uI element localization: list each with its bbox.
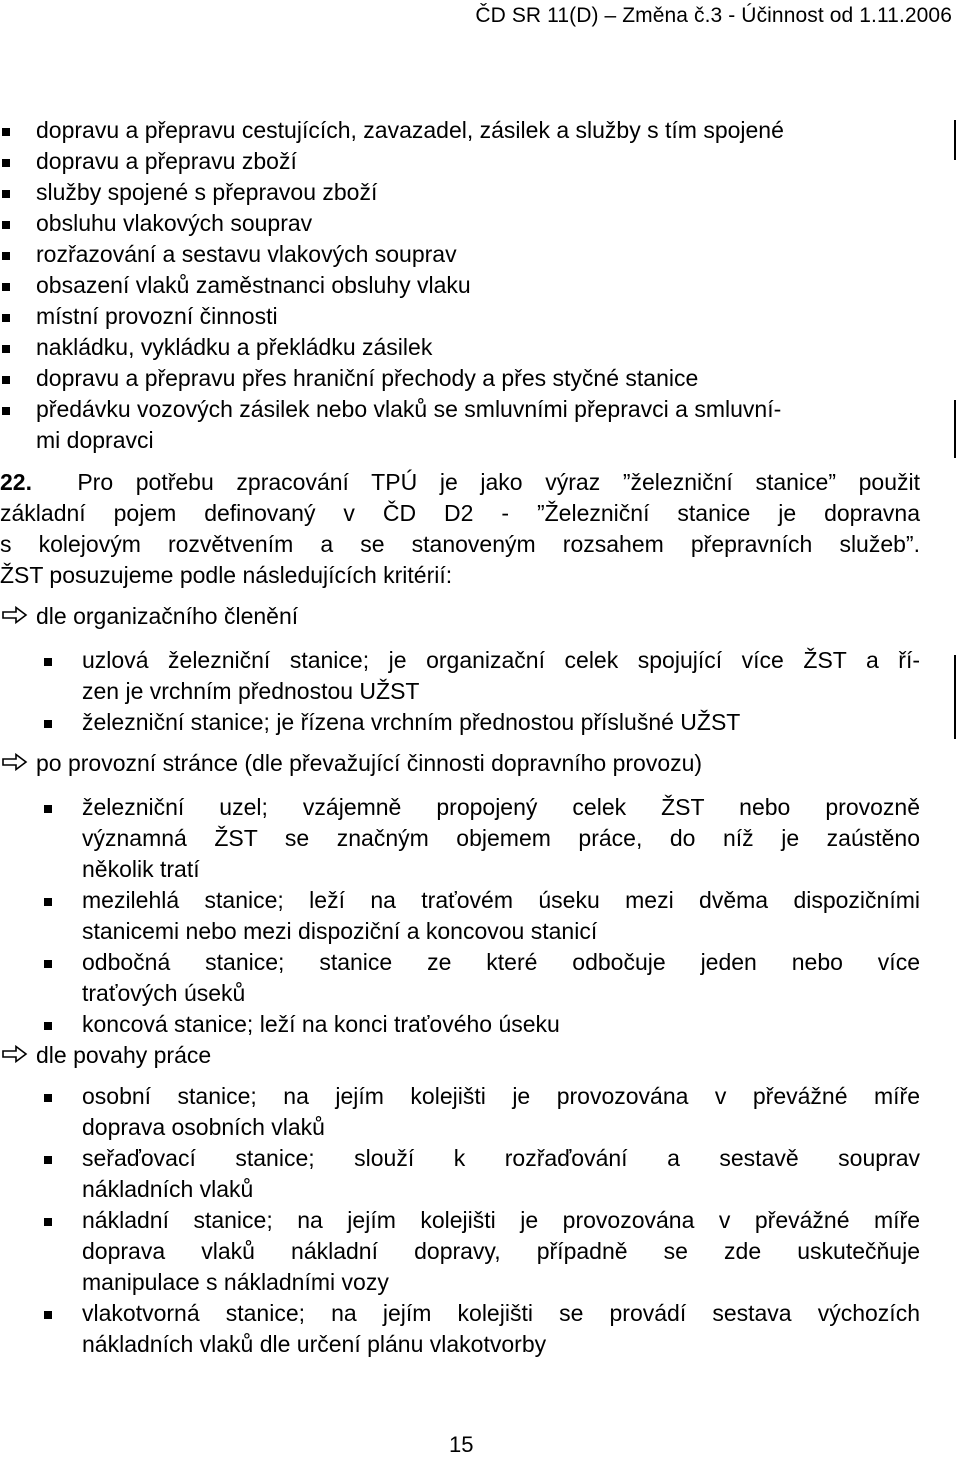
list-item-continuation: mi dopravci [36,427,154,453]
paragraph-line: 22. Pro potřebu zpracování TPÚ je jako výraz ”železniční stanice” použit [0,469,921,495]
list-item-continuation: doprava osobních vlaků [82,1114,325,1140]
change-bar [954,400,956,458]
page-number: 15 [449,1432,474,1457]
page-header: ČD SR 11(D) – Změna č.3 - Účinnost od 1.11.2006 [475,4,952,27]
list-item-continuation: zen je vrchním přednostou UŽST [82,678,420,704]
paragraph-line: ŽST posuzujeme podle následujících kritérií: [0,562,453,588]
bullet-square-icon [2,314,10,322]
paragraph-line: s kolejovým rozvětvením a se stanoveným rozsahem přepravních služeb”. [0,531,920,557]
list-item: obsazení vlaků zaměstnanci obsluhy vlaku [36,272,471,298]
list-item-continuation: manipulace s nákladními vozy [82,1269,389,1295]
outline-arrow-icon [2,606,28,624]
bullet-square-icon [2,221,10,229]
bullet-square-icon [2,407,10,415]
bullet-square-icon [44,658,52,666]
list-item-continuation: nákladních vlaků [82,1176,254,1202]
paragraph-number: 22. [0,469,32,495]
list-item: vlakotvorná stanice; na jejím kolejišti se provádí sestava výchozích [82,1300,920,1326]
outline-arrow-icon [2,1045,28,1063]
list-item: dopravu a přepravu zboží [36,148,297,174]
list-item: železniční uzel; vzájemně propojený celek ŽST nebo provozně [82,794,920,820]
bullet-square-icon [44,898,52,906]
list-item: nákladní stanice; na jejím kolejišti je provozována v převážné míře [82,1207,920,1233]
bullet-square-icon [44,1094,52,1102]
bullet-square-icon [44,720,52,728]
bullet-square-icon [2,376,10,384]
list-item-continuation: významná ŽST se značným objemem práce, do níž je zaústěno [82,825,920,851]
list-item: železniční stanice; je řízena vrchním přednostou příslušné UŽST [82,709,741,735]
bullet-square-icon [2,190,10,198]
list-item-continuation: doprava vlaků nákladní dopravy, případně se zde uskutečňuje [82,1238,920,1264]
list-item: dopravu a přepravu cestujících, zavazadel, zásilek a služby s tím spojené [36,117,784,143]
list-item: osobní stanice; na jejím kolejišti je provozována v převážné míře [82,1083,920,1109]
list-item: odbočná stanice; stanice ze které odbočuje jeden nebo více [82,949,920,975]
bullet-square-icon [44,1022,52,1030]
bullet-square-icon [44,1218,52,1226]
list-item: uzlová železniční stanice; je organizační celek spojující více ŽST a ří- [82,647,920,673]
list-item-continuation: několik tratí [82,856,200,882]
bullet-square-icon [2,159,10,167]
bullet-square-icon [2,252,10,260]
change-bar [954,120,956,160]
list-item-continuation: nákladních vlaků dle určení plánu vlakotvorby [82,1331,547,1357]
list-item: místní provozní činnosti [36,303,278,329]
outline-arrow-icon [2,753,28,771]
change-bar [954,655,956,739]
list-item: rozřazování a sestavu vlakových souprav [36,241,457,267]
section-heading-prov: po provozní stránce (dle převažující činnosti dopravního provozu) [36,750,703,776]
list-item: obsluhu vlakových souprav [36,210,313,236]
list-item: seřaďovací stanice; slouží k rozřaďování a sestavě souprav [82,1145,920,1171]
list-item: koncová stanice; leží na konci traťového úseku [82,1011,560,1037]
list-item: předávku vozových zásilek nebo vlaků se smluvními přepravci a smluvní- [36,396,782,422]
bullet-square-icon [2,345,10,353]
list-item: dopravu a přepravu přes hraniční přechody a přes styčné stanice [36,365,699,391]
bullet-square-icon [44,805,52,813]
paragraph-line: základní pojem definovaný v ČD D2 - ”Železniční stanice je dopravna [0,500,920,526]
list-item: nakládku, vykládku a překládku zásilek [36,334,433,360]
bullet-square-icon [44,1156,52,1164]
list-item-continuation: stanicemi nebo mezi dispoziční a koncovou stanicí [82,918,598,944]
bullet-square-icon [44,960,52,968]
bullet-square-icon [2,128,10,136]
list-item-continuation: traťových úseků [82,980,246,1006]
bullet-square-icon [44,1311,52,1319]
list-item: služby spojené s přepravou zboží [36,179,378,205]
list-item: mezilehlá stanice; leží na traťovém úseku mezi dvěma dispozičními [82,887,920,913]
section-heading-work: dle povahy práce [36,1042,212,1068]
bullet-square-icon [2,283,10,291]
section-heading-org: dle organizačního členění [36,603,299,629]
